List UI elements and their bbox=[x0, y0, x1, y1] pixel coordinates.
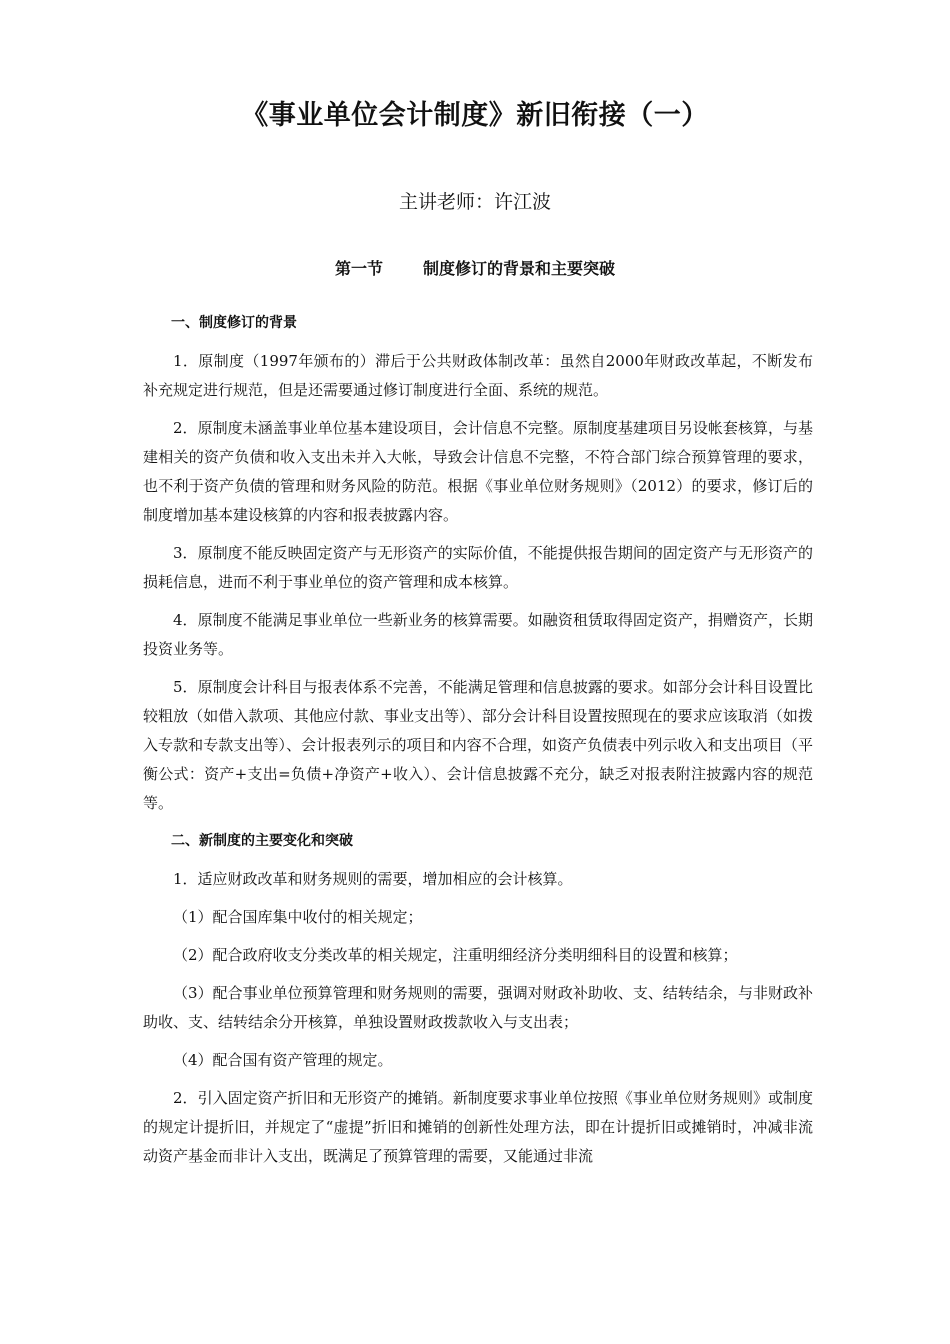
paragraph: 1．适应财政改革和财务规则的需要，增加相应的会计核算。 bbox=[173, 870, 573, 888]
paragraph: （3）配合事业单位预算管理和财务规则的需要，强调对财政补助收、支、结转结余，与非财政补助收、支、结转结余分开核算，单独设置财政拨款收入与支出表； bbox=[143, 984, 813, 1031]
lecturer-line: 主讲老师：许江波 bbox=[398, 191, 551, 213]
part1-heading: 一、制度修订的背景 bbox=[171, 315, 297, 331]
document-body bbox=[143, 309, 813, 1180]
paragraph: （4）配合国有资产管理的规定。 bbox=[173, 1051, 393, 1069]
paragraph: （1）配合国库集中收付的相关规定； bbox=[173, 908, 423, 926]
section-number: 第一节 bbox=[334, 259, 383, 278]
paragraph: 5．原制度会计科目与报表体系不完善，不能满足管理和信息披露的要求。如部分会计科目设置比较粗放（如借入款项、其他应付款、事业支出等）、部分会计科目设置按照现在的要求应该取消（如拨入专款和专款支出等）、会计报表列示的项目和内容不合理，如资产负债表中列示收入和支出项目（平衡公式：资产+支出=负债+净资产+收入）、会计信息披露不充分，缺乏对报表附注披露内容的规范等。 bbox=[143, 678, 813, 812]
paragraph: （2）配合政府收支分类改革的相关规定，注重明细经济分类明细科目的设置和核算； bbox=[173, 946, 738, 964]
section-heading bbox=[0, 256, 950, 282]
paragraph: 3．原制度不能反映固定资产与无形资产的实际价值，不能提供报告期间的固定资产与无形资产的损耗信息，进而不利于事业单位的资产管理和成本核算。 bbox=[143, 544, 813, 591]
part2-heading: 二、新制度的主要变化和突破 bbox=[171, 833, 353, 849]
paragraph: 2．原制度未涵盖事业单位基本建设项目，会计信息不完整。原制度基建项目另设帐套核算，与基建相关的资产负债和收入支出未并入大帐，导致会计信息不完整，不符合部门综合预算管理的要求，也不利于资产负债的管理和财务风险的防范。根据《事业单位财务规则》（2012）的要求，修订后的制度增加基本建设核算的内容和报表披露内容。 bbox=[143, 419, 813, 524]
paragraph: 4．原制度不能满足事业单位一些新业务的核算需要。如融资租赁取得固定资产，捐赠资产，长期投资业务等。 bbox=[143, 611, 813, 658]
section-title: 制度修订的背景和主要突破 bbox=[423, 259, 616, 278]
paragraph: 2．引入固定资产折旧和无形资产的摊销。新制度要求事业单位按照《事业单位财务规则》或制度的规定计提折旧，并规定了“虚提”折旧和摊销的创新性处理方法，即在计提折旧或摊销时，冲减非流动资产基金而非计入支出，既满足了预算管理的需要，又能通过非流 bbox=[143, 1089, 813, 1165]
paragraph: 1．原制度（1997年颁布的）滞后于公共财政体制改革：虽然自2000年财政改革起，不断发布补充规定进行规范，但是还需要通过修订制度进行全面、系统的规范。 bbox=[143, 352, 813, 399]
document-title: 《事业单位会计制度》新旧衔接（一） bbox=[241, 100, 709, 131]
